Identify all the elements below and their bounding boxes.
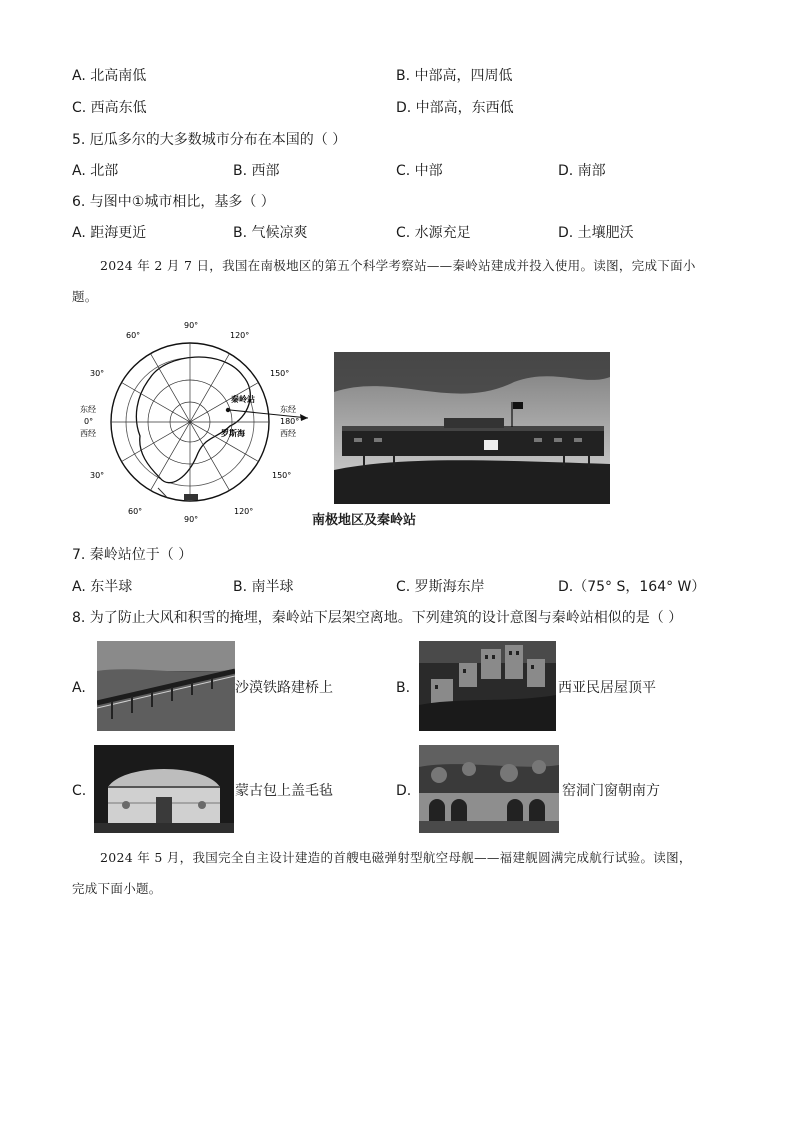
q7-option-c: C. 罗斯海东岸: [396, 579, 485, 595]
q5-option-b: B. 西部: [233, 163, 280, 179]
lon-bottom-120: 120°: [234, 507, 254, 516]
q7-option-a: A. 东半球: [72, 579, 133, 595]
intro2-line1: 2024 年 5 月，我国完全自主设计建造的首艘电磁弹射型航空母舰——福建舰圆满完成航行试验。读图，: [100, 850, 692, 865]
lon-east-left: 东经: [80, 405, 96, 414]
station-label: 秦岭站: [231, 395, 255, 404]
q4-option-c: C. 西高东低: [72, 100, 147, 116]
q8-option-d-text: 窑洞门窗朝南方: [562, 783, 660, 799]
intro2-line2: 完成下面小题。: [72, 881, 162, 896]
lon-bottom-60: 60°: [128, 507, 143, 516]
q4-option-b: B. 中部高，四周低: [396, 68, 513, 84]
lon-right-150-bottom: 150°: [272, 471, 292, 480]
q8-option-b-text: 西亚民居屋顶平: [558, 680, 656, 696]
intro1-line2: 题。: [72, 289, 98, 304]
q8-option-c-letter: C.: [72, 783, 87, 799]
q8-option-c-text: 蒙古包上盖毛毡: [235, 783, 333, 799]
qinling-station-photo: [334, 352, 610, 504]
figure1-caption: 南极地区及秦岭站: [312, 513, 417, 528]
lon-west-left: 西经: [80, 429, 96, 438]
q4-option-d: D. 中部高，东西低: [396, 100, 514, 116]
mongolian-yurt-photo: [94, 745, 234, 833]
lon-right-150-top: 150°: [270, 369, 290, 378]
lon-top-60: 60°: [126, 331, 141, 340]
q4-option-a: A. 北高南低: [72, 68, 147, 84]
q8-option-d-letter: D.: [396, 783, 412, 799]
q6-option-b: B. 气候凉爽: [233, 225, 308, 241]
q5-option-a: A. 北部: [72, 163, 119, 179]
cave-dwelling-photo: [419, 745, 559, 833]
q6-option-c: C. 水源充足: [396, 225, 471, 241]
antarctica-map: [78, 318, 310, 523]
q6-option-a: A. 距海更近: [72, 225, 147, 241]
q5-option-c: C. 中部: [396, 163, 443, 179]
lon-bottom-90: 90°: [184, 515, 199, 523]
q7-option-b: B. 南半球: [233, 579, 294, 595]
q5-stem: 5. 厄瓜多尔的大多数城市分布在本国的（ ）: [72, 132, 347, 148]
q8-stem: 8. 为了防止大风和积雪的掩埋，秦岭站下层架空离地。下列建筑的设计意图与秦岭站相似的是（ ）: [72, 610, 683, 626]
q6-option-d: D. 土壤肥沃: [558, 225, 634, 241]
q7-stem: 7. 秦岭站位于（ ）: [72, 547, 193, 563]
desert-railway-bridge-photo: [97, 641, 235, 731]
intro1-line1: 2024 年 2 月 7 日，我国在南极地区的第五个科学考察站——秦岭站建成并投入使用。读图，完成下面小: [100, 258, 696, 273]
q6-stem: 6. 与图中①城市相比，基多（ ）: [72, 194, 275, 210]
lon-west-right: 西经: [280, 429, 296, 438]
q8-option-a-letter: A.: [72, 680, 86, 696]
q8-option-b-letter: B.: [396, 680, 411, 696]
lon-zero: 0°: [84, 417, 94, 426]
sea-label: 罗斯海: [221, 429, 245, 438]
lon-left-30-bottom: 30°: [90, 471, 105, 480]
lon-left-30-top: 30°: [90, 369, 105, 378]
station-marker: [226, 408, 230, 412]
lon-top-90: 90°: [184, 321, 199, 330]
west-asia-house-photo: [419, 641, 556, 731]
q7-option-d: D.（75° S，164° W）: [558, 579, 706, 595]
lon-top-120: 120°: [230, 331, 250, 340]
q8-option-a-text: 沙漠铁路建桥上: [235, 680, 333, 696]
lon-180: 180°: [280, 417, 300, 426]
lon-east-right: 东经: [280, 405, 296, 414]
q5-option-d: D. 南部: [558, 163, 606, 179]
